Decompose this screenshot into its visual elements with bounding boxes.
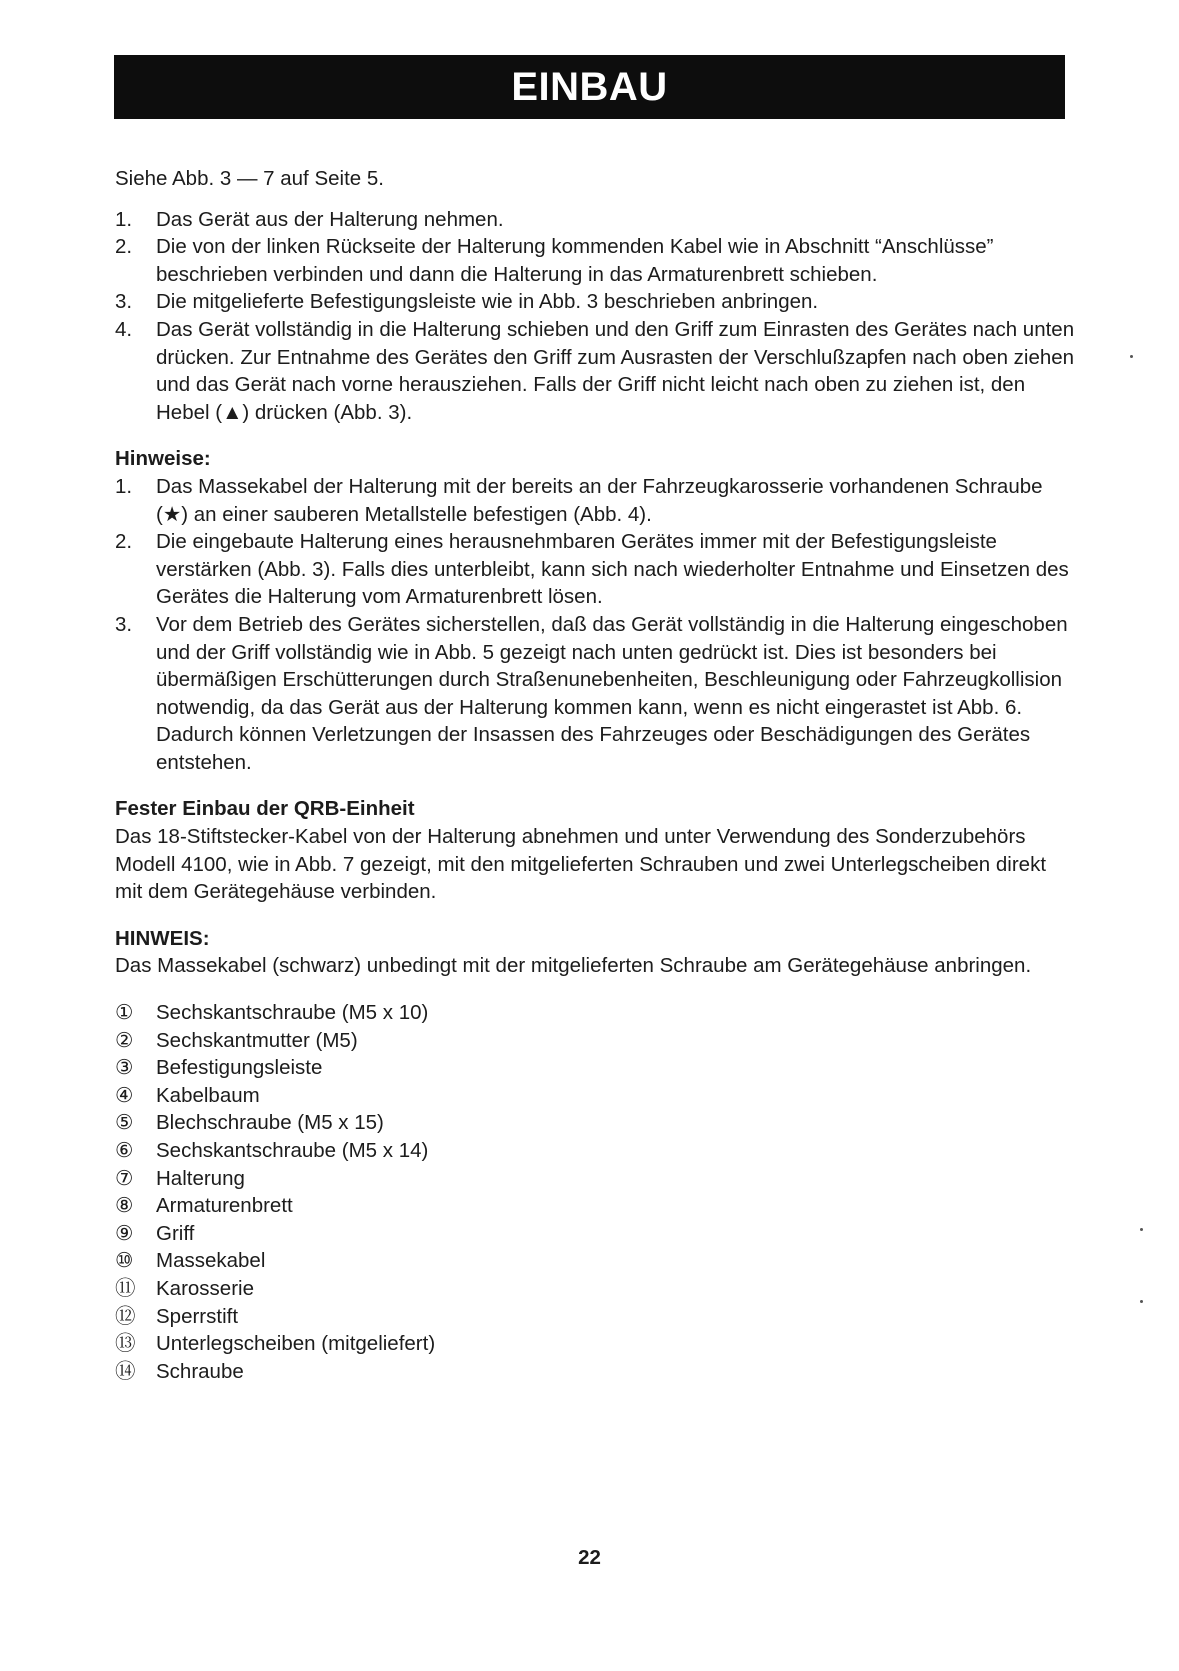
legend-number: ④	[115, 1083, 134, 1107]
legend-number: ②	[115, 1028, 134, 1052]
note-number: 1.	[115, 474, 133, 498]
list-item	[115, 1247, 1075, 1275]
step-text: Das Gerät vollständig in die Halterung schieben und den Griff zum Einrasten des Gerätes nach unten drücken. Zur Entnahme des Gerätes den Griff zum Ausrasten der Verschlußzapfen nach oben ziehen und das Gerät nach vorne herausziehen. Falls der Griff nicht leicht nach oben zu ziehen ist, den Hebel (▲) drücken (Abb. 3).	[156, 317, 1075, 424]
list-item	[115, 1027, 1075, 1055]
legend-label: Sechskantschraube (M5 x 14)	[156, 1139, 429, 1162]
hinweis-heading: HINWEIS:	[115, 926, 210, 950]
list-item	[115, 1303, 1075, 1331]
hinweis-text: Das Massekabel (schwarz) unbedingt mit der mitgelieferten Schraube am Gerätegehäuse anbringen.	[115, 954, 1032, 978]
list-item	[115, 999, 1075, 1027]
legend-label: Kabelbaum	[156, 1083, 260, 1107]
legend-number: ⑨	[115, 1221, 134, 1245]
title-banner	[114, 55, 1065, 119]
list-item	[115, 1137, 1075, 1165]
list-item	[115, 1054, 1075, 1082]
list-item	[115, 1192, 1075, 1220]
parts-legend	[115, 999, 1075, 1385]
step-text: Das Gerät aus der Halterung nehmen.	[156, 207, 504, 231]
legend-number: ⑤	[115, 1111, 134, 1135]
scan-speck	[1140, 1228, 1143, 1231]
hinweise-list	[115, 473, 1075, 777]
list-item	[115, 1358, 1075, 1386]
page-title: EINBAU	[511, 65, 668, 109]
legend-number: ⑦	[115, 1166, 134, 1190]
document-body	[115, 165, 1075, 1385]
intro-text: Siehe Abb. 3 — 7 auf Seite 5.	[115, 167, 384, 190]
list-item	[115, 233, 1075, 288]
installation-steps	[115, 206, 1075, 427]
legend-label: Befestigungsleiste	[156, 1056, 323, 1080]
step-text: Die von der linken Rückseite der Halterung kommenden Kabel wie in Abschnitt “Anschlüsse” beschrieben verbinden und dann die Halterung in das Armaturenbrett schieben.	[156, 235, 994, 286]
legend-label: Karosserie	[156, 1276, 254, 1300]
list-item	[115, 1082, 1075, 1110]
legend-number: ⑩	[115, 1249, 134, 1273]
list-item	[115, 1275, 1075, 1303]
step-number: 2.	[115, 235, 133, 259]
legend-label: Blechschraube (M5 x 15)	[156, 1111, 384, 1135]
list-item	[115, 1165, 1075, 1193]
legend-number: ⑥	[115, 1139, 134, 1162]
legend-label: Armaturenbrett	[156, 1194, 293, 1218]
step-number: 1.	[115, 207, 133, 231]
list-item	[115, 288, 1075, 316]
note-number: 2.	[115, 530, 133, 554]
note-text: Das Massekabel der Halterung mit der bereits an der Fahrzeugkarosserie vorhandenen Schraube (★) an einer sauberen Metallstelle befestigen (Abb. 4).	[156, 474, 1043, 526]
legend-label: Griff	[156, 1221, 195, 1245]
list-item	[115, 316, 1075, 426]
hinweise-heading: Hinweise:	[115, 447, 211, 471]
step-text: Die mitgelieferte Befestigungsleiste wie in Abb. 3 beschrieben anbringen.	[156, 290, 819, 314]
fester-einbau-text: Das 18-Stiftstecker-Kabel von der Halterung abnehmen und unter Verwendung des Sonderzubehörs Modell 4100, wie in Abb. 7 gezeigt, mit den mitgelieferten Schrauben und zwei Unterlegscheiben direkt mit dem Gerätegehäuse verbinden.	[115, 825, 1047, 904]
list-item	[115, 1109, 1075, 1137]
legend-label: Sechskantmutter (M5)	[156, 1028, 358, 1052]
legend-label: Sperrstift	[156, 1304, 239, 1328]
legend-number: ⑬	[115, 1332, 136, 1356]
list-item	[115, 206, 1075, 234]
legend-label: Massekabel	[156, 1249, 266, 1273]
note-number: 3.	[115, 612, 133, 636]
list-item	[115, 528, 1075, 611]
page-number: 22	[578, 1546, 601, 1569]
legend-number: ⑪	[115, 1276, 136, 1300]
legend-label: Unterlegscheiben (mitgeliefert)	[156, 1332, 436, 1356]
legend-number: ⑧	[115, 1194, 134, 1218]
step-number: 4.	[115, 317, 133, 341]
legend-label: Halterung	[156, 1166, 245, 1190]
note-text: Vor dem Betrieb des Gerätes sicherstellen, daß das Gerät vollständig in die Halterung eingeschoben und der Griff vollständig wie in Abb. 5 gezeigt nach unten gedrückt ist. Dies ist besonders bei übermäßigen Erschütterungen durch Straßenunebenheiten, Beschleunigung oder Fahrzeugkollision notwendig, da das Gerät aus der Halterung kommen kann, wenn es nicht eingerastet ist Abb. 6. Dadurch können Verletzungen der Insassen des Fahrzeuges oder Beschädigungen des Gerätes entstehen.	[156, 612, 1068, 774]
legend-number: ①	[115, 1001, 134, 1025]
legend-number: ③	[115, 1056, 134, 1080]
step-number: 3.	[115, 290, 133, 314]
legend-number: ⑭	[115, 1359, 136, 1383]
list-item	[115, 611, 1075, 777]
fester-einbau-heading: Fester Einbau der QRB-Einheit	[115, 797, 415, 821]
legend-number: ⑫	[115, 1304, 136, 1328]
list-item	[115, 473, 1075, 528]
legend-label: Schraube	[156, 1359, 244, 1383]
scan-speck	[1130, 355, 1133, 358]
note-text: Die eingebaute Halterung eines herausnehmbaren Gerätes immer mit der Befestigungsleiste verstärken (Abb. 3). Falls dies unterbleibt, kann sich nach wiederholter Entnahme und Einsetzen des Gerätes die Halterung vom Armaturenbrett lösen.	[156, 530, 1069, 609]
legend-label: Sechskantschraube (M5 x 10)	[156, 1001, 429, 1025]
list-item	[115, 1330, 1075, 1358]
list-item	[115, 1220, 1075, 1248]
scan-speck	[1140, 1300, 1143, 1303]
